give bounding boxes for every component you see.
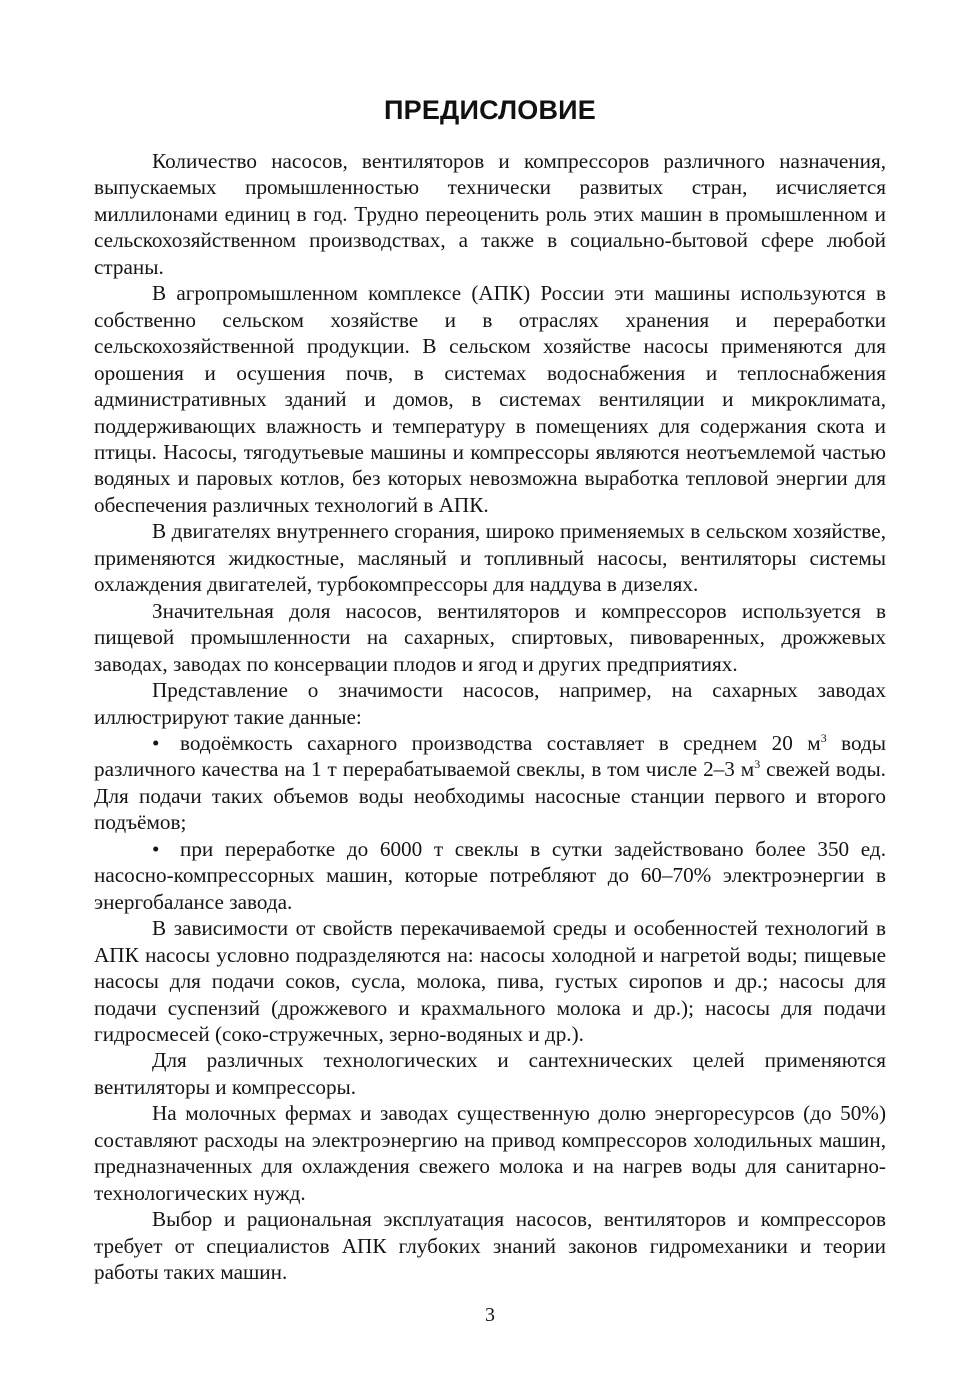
bullet-marker: • bbox=[152, 836, 160, 861]
page-title: ПРЕДИСЛОВИЕ bbox=[384, 95, 596, 125]
superscript-3: 3 bbox=[754, 757, 761, 772]
bullet-item-1-text-b: воды различного качества на 1 т перерабатываемой свеклы, в том числе 2–3 м bbox=[94, 730, 887, 782]
paragraph-4: Значительная доля насосов, вентиляторов и компрессоров используется в пищевой промышленности на сахарных, спиртовых, пивоваренных, дрожжевых заводах, заводах по консервации плодов и ягод и других предприятиях. bbox=[94, 598, 886, 676]
bullet-item-2-text: при переработке до 6000 т свеклы в сутки задействовано более 350 ед. насосно-компрессорных машин, которые потребляют до 60–70% электроэнергии в энергобалансе завода. bbox=[94, 836, 886, 914]
bullet-marker: • bbox=[152, 730, 160, 755]
paragraph-2: В агропромышленном комплексе (АПК) России эти машины используются в собственно сельском хозяйстве и в отраслях хранения и переработки сельскохозяйственной продукции. В сельском хозяйстве насосы применяются для орошения и осушения почв, в системах водоснабжения и теплоснабжения административных зданий и домов, в системах вентиляции и микроклимата, поддерживающих влажность и температуру в помещениях для содержания скота и птицы. Насосы, тягодутьевые машины и компрессоры являются неотъемлемой частью водяных и паровых котлов, без которых невозможна выработка тепловой энергии для обеспечения различных технологий в АПК. bbox=[94, 281, 886, 517]
paragraph-8: На молочных фермах и заводах существенную долю энергоресурсов (до 50%) составляют расходы на электроэнергию на привод компрессоров холодильных машин, предназначенных для охлаждения свежего молока и на нагрев воды для санитарно-технологических нужд. bbox=[94, 1101, 886, 1205]
bullet-item-1-text-c: свежей воды. Для подачи таких объемов воды необходимы насосные станции первого и второго подъёмов; bbox=[94, 757, 886, 835]
paragraph-6: В зависимости от свойств перекачиваемой среды и особенностей технологий в АПК насосы условно подразделяются на: насосы холодной и нагретой воды; пищевые насосы для подачи соков, сусла, молока, пива, густых сиропов и др.; насосы для подачи суспензий (дрожжевого и крахмального молока и др.); насосы для подачи гидросмесей (соко-стружечных, зерно-водяных и др.). bbox=[94, 916, 886, 1046]
paragraph-3: В двигателях внутреннего сгорания, широко применяемых в сельском хозяйстве, применяются жидкостные, масляный и топливный насосы, вентиляторы системы охлаждения двигателей, турбокомпрессоры для наддува в дизелях. bbox=[94, 519, 886, 597]
paragraph-9: Выбор и рациональная эксплуатация насосов, вентиляторов и компрессоров требует от специалистов АПК глубоких знаний законов гидромеханики и теории работы таких машин. bbox=[94, 1207, 886, 1285]
paragraph-5: Представление о значимости насосов, например, на сахарных заводах иллюстрируют такие данные: bbox=[94, 678, 886, 729]
preface-text bbox=[94, 148, 886, 1285]
page-number: 3 bbox=[485, 1304, 495, 1326]
superscript-3: 3 bbox=[820, 730, 827, 745]
bullet-item-1 bbox=[94, 730, 886, 836]
paragraph-7: Для различных технологических и сантехнических целей применяются вентиляторы и компрессоры. bbox=[94, 1048, 886, 1099]
bullet-item-1-text-a: водоёмкость сахарного производства составляет в среднем 20 м bbox=[180, 730, 821, 755]
bullet-item-2 bbox=[94, 836, 886, 915]
paragraph-1: Количество насосов, вентиляторов и компрессоров различного назначения, выпускаемых промышленностью технически развитых стран, исчисляется миллилонами единиц в год. Трудно переоценить роль этих машин в промышленном и сельскохозяйственном производствах, а также в социально-бытовой сфере любой страны. bbox=[94, 149, 886, 279]
